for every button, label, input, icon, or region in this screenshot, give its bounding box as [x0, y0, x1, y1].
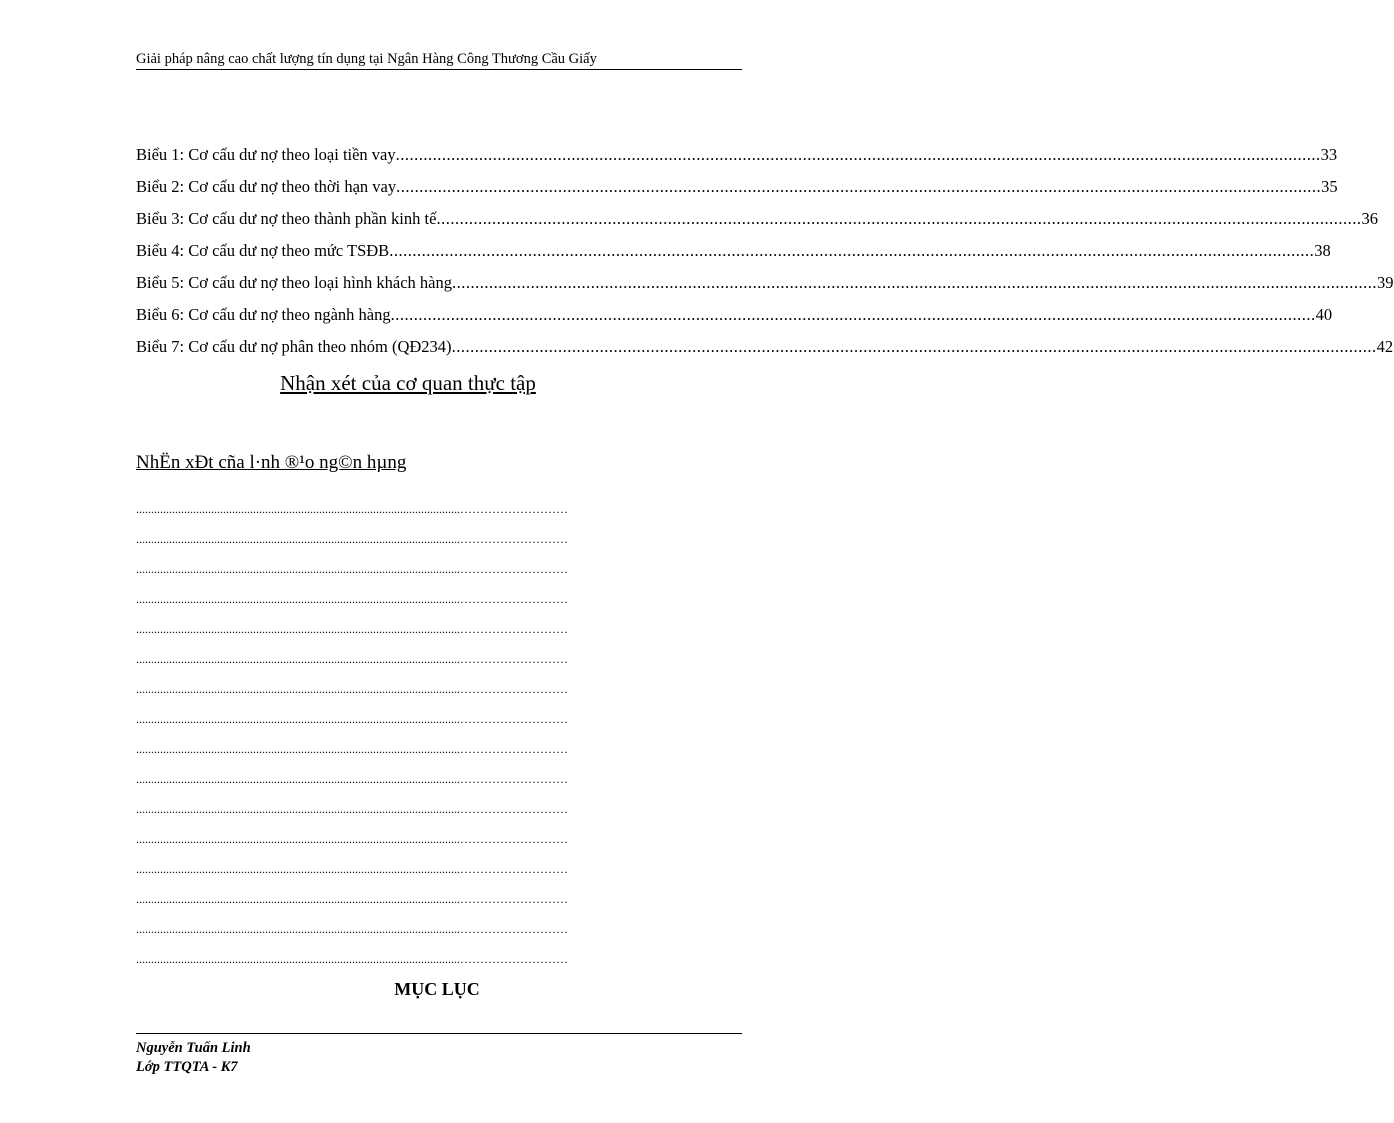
dotted-line: ............................................................................................................……………………… [136, 742, 568, 756]
dot-leader: ........................................................................................................................................................................................................ [395, 145, 1321, 164]
figure-label: Biểu 6: Cơ cấu dư nợ theo ngành hàng [136, 305, 391, 324]
dot-leader: ........................................................................................................................................................................................................ [389, 241, 1315, 260]
dot-leader: ........................................................................................................................................................................................................ [451, 337, 1377, 356]
dotted-line: ............................................................................................................……………………… [136, 622, 568, 636]
page-footer [136, 1039, 251, 1077]
author-name: Nguyễn Tuấn Linh [136, 1040, 251, 1056]
page-number: 36 [1361, 209, 1378, 228]
figure-label: Biểu 3: Cơ cấu dư nợ theo thành phần kinh tế [136, 209, 437, 228]
table-of-contents-heading: MỤC LỤC [394, 979, 480, 999]
dotted-line: ............................................................................................................……………………… [136, 832, 568, 846]
footer-divider [136, 1033, 742, 1034]
page-number: 38 [1314, 241, 1331, 260]
dotted-line: ............................................................................................................……………………… [136, 652, 568, 666]
page-number: 33 [1320, 145, 1338, 164]
figure-list [136, 142, 1394, 366]
figure-label: Biểu 4: Cơ cấu dư nợ theo mức TSĐB [136, 241, 390, 260]
page-number: 35 [1321, 177, 1338, 196]
figure-list-item [136, 302, 1333, 334]
figure-list-item [136, 142, 1338, 174]
page-number: 40 [1315, 305, 1333, 324]
dotted-line: ............................................................................................................……………………… [136, 922, 568, 936]
comment-heading: NhËn xÐt cña l·nh ®¹o ng©n hµng [136, 452, 407, 473]
section-title-text: Nhận xét của cơ quan thực tập [280, 371, 536, 395]
dotted-line: ............................................................................................................……………………… [136, 802, 568, 816]
figure-list-item [136, 174, 1338, 206]
figure-list-item [136, 270, 1394, 302]
dotted-line: ............................................................................................................……………………… [136, 772, 568, 786]
figure-label: Biểu 7: Cơ cấu dư nợ phân theo nhóm (QĐ234) [136, 337, 452, 356]
comment-lines [136, 498, 720, 978]
figure-label: Biểu 1: Cơ cấu dư nợ theo loại tiền vay [136, 145, 396, 164]
figure-list-item [136, 238, 1331, 270]
figure-label: Biểu 2: Cơ cấu dư nợ theo thời hạn vay [136, 177, 397, 196]
page-number: 39 [1377, 273, 1394, 292]
dot-leader: ........................................................................................................................................................................................................ [436, 209, 1362, 228]
dotted-line: ............................................................................................................……………………… [136, 892, 568, 906]
figure-list-item [136, 206, 1378, 238]
dotted-line: ............................................................................................................……………………… [136, 712, 568, 726]
figure-label: Biểu 5: Cơ cấu dư nợ theo loại hình khách hàng [136, 273, 452, 292]
dotted-line: ............................................................................................................……………………… [136, 562, 568, 576]
dotted-line: ............................................................................................................……………………… [136, 862, 568, 876]
dotted-line: ............................................................................................................……………………… [136, 532, 568, 546]
dotted-line: ............................................................................................................……………………… [136, 682, 568, 696]
author-class: Lớp TTQTA - K7 [136, 1059, 238, 1075]
dot-leader: ........................................................................................................................................................................................................ [390, 305, 1316, 324]
dotted-line: ............................................................................................................……………………… [136, 592, 568, 606]
dotted-line: ............................................................................................................……………………… [136, 952, 568, 966]
page-header: Giải pháp nâng cao chất lượng tín dụng tại Ngân Hàng Công Thương Cầu Giấy [136, 50, 742, 70]
dot-leader: ........................................................................................................................................................................................................ [396, 177, 1322, 196]
figure-list-item [136, 334, 1394, 366]
dotted-line: ............................................................................................................……………………… [136, 502, 568, 516]
section-title [0, 368, 816, 398]
page-number: 42 [1376, 337, 1394, 356]
dot-leader: ........................................................................................................................................................................................................ [452, 273, 1377, 292]
